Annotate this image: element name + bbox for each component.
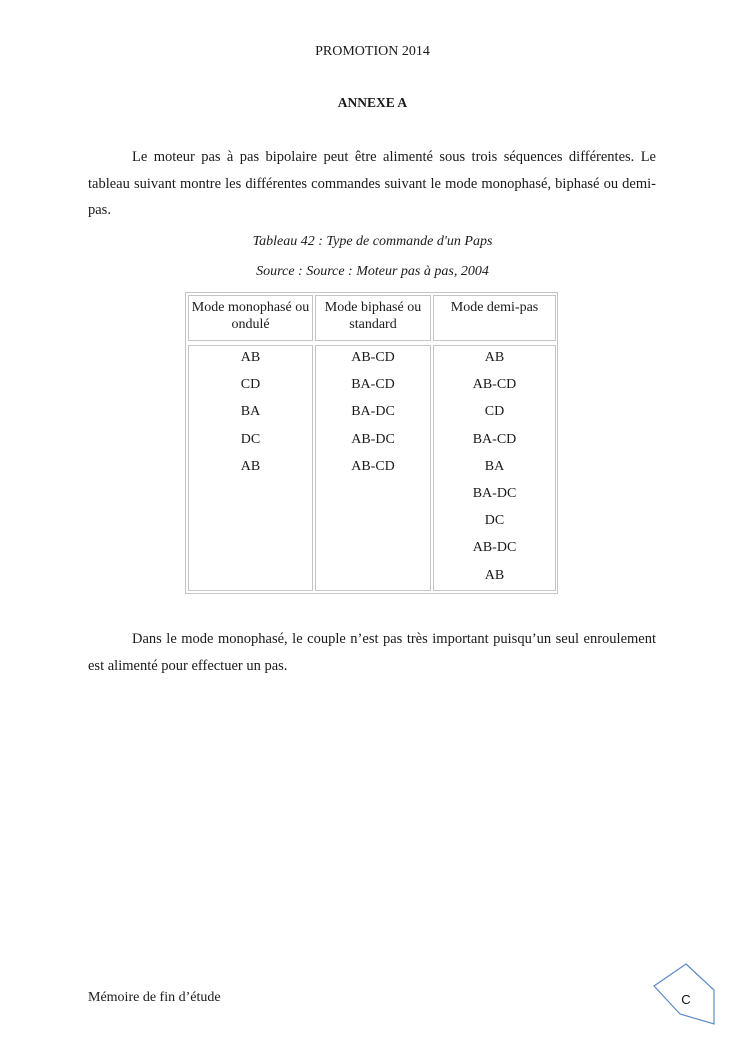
- table-cell: DC: [484, 513, 505, 529]
- table-cell: AB-CD: [351, 458, 395, 474]
- table-column-monophase: [188, 295, 313, 593]
- column-header: Mode monophasé ou ondulé: [188, 295, 313, 341]
- table-cell: AB-CD: [472, 377, 517, 393]
- table-cell: BA-CD: [472, 431, 517, 447]
- table-cell: AB-CD: [351, 350, 395, 365]
- column-body: [188, 345, 313, 591]
- table-cell: AB-DC: [472, 540, 517, 556]
- column-header: Mode biphasé ou standard: [315, 295, 431, 341]
- column-body: [315, 345, 431, 591]
- table-cell: AB: [484, 350, 505, 365]
- table-cell: AB: [240, 458, 261, 474]
- table-cell: DC: [240, 431, 261, 447]
- table-cell: AB: [240, 350, 261, 365]
- table-cell: AB-DC: [351, 431, 395, 447]
- column-body: [433, 345, 556, 591]
- table-cell: AB: [484, 567, 505, 583]
- table-column-demi-pas: [433, 295, 556, 593]
- table-cell: CD: [484, 404, 505, 420]
- column-header: Mode demi-pas: [433, 295, 556, 341]
- page-badge: [652, 962, 718, 1028]
- table-cell: BA-DC: [351, 404, 395, 420]
- table-cell: BA: [484, 458, 505, 474]
- table-cell: BA: [240, 404, 261, 420]
- annex-title: ANNEXE A: [337, 95, 408, 110]
- page-header: PROMOTION 2014: [315, 44, 430, 59]
- page-footer: Mémoire de fin d’étude: [88, 990, 221, 1005]
- command-table: [185, 292, 558, 594]
- conclusion-paragraph: Dans le mode monophasé, le couple n’est pas très important puisqu’un seul enroulement est alimenté pour effectuer un pas.: [88, 631, 656, 674]
- intro-paragraph: Le moteur pas à pas bipolaire peut être alimenté sous trois séquences différentes. Le tableau suivant montre les différentes commandes suivant le mode monophasé, biphasé ou demi-pas.: [88, 149, 656, 218]
- table-caption: Tableau 42 : Type de commande d'un Paps: [252, 234, 493, 249]
- table-column-biphase: [315, 295, 431, 593]
- table-source: Source : Source : Moteur pas à pas, 2004: [256, 264, 489, 279]
- page-label: C: [681, 992, 691, 1007]
- table-cell: CD: [240, 377, 261, 393]
- table-cell: BA-DC: [472, 485, 517, 501]
- table-cell: BA-CD: [351, 377, 395, 393]
